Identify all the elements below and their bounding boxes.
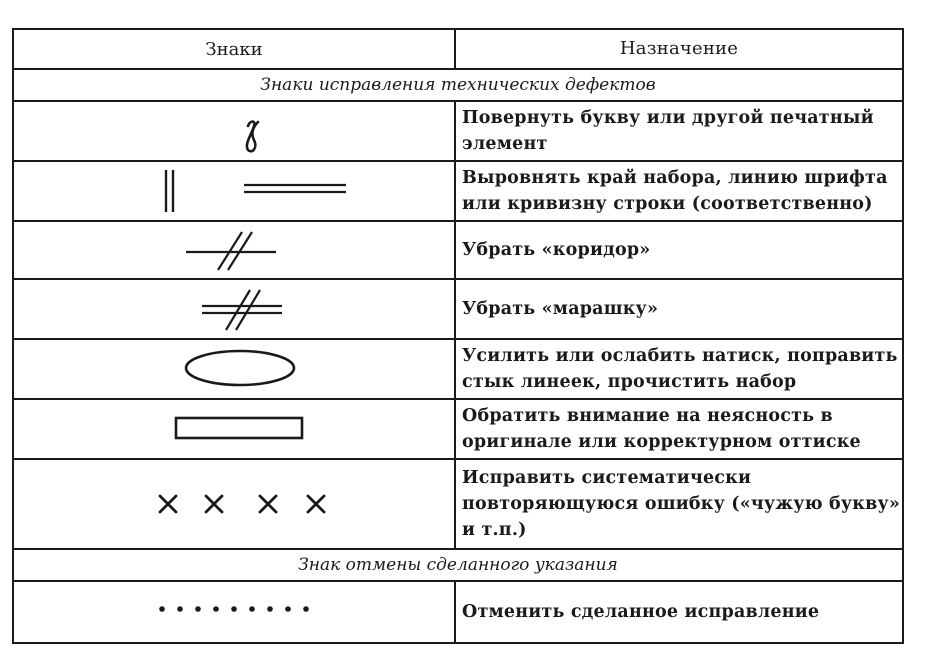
purpose-text: Отменить сделанное исправление xyxy=(462,602,820,622)
table-row xyxy=(14,102,902,162)
purpose-text: Убрать «коридор» xyxy=(462,240,651,260)
mark-cell xyxy=(14,222,456,278)
mark-cell xyxy=(14,280,456,338)
table-header-row xyxy=(14,30,902,70)
purpose-text: Убрать «марашку» xyxy=(462,299,659,319)
remove-smudge-mark-icon xyxy=(14,280,454,338)
mark-cell xyxy=(14,162,456,220)
table-row xyxy=(14,162,902,222)
table-row xyxy=(14,400,902,460)
crosses-mark-icon xyxy=(14,460,454,548)
section-title: Знаки исправления технических дефектов xyxy=(14,70,902,102)
purpose-text: Выровнять край набора, линию шрифта или кривизну строки (соответственно) xyxy=(462,168,888,214)
purpose-text: Обратить внимание на неясность в оригинале или корректурном оттиске xyxy=(462,406,861,452)
mark-cell xyxy=(14,460,456,548)
mark-cell xyxy=(14,400,456,458)
header-signs: Знаки xyxy=(14,30,456,68)
purpose-text: Исправить систематически повторяющуюся ошибку («чужую букву» и т.п.) xyxy=(462,468,901,540)
purpose-text: Усилить или ослабить натиск, поправить стык линеек, прочистить набор xyxy=(462,346,898,392)
table-row xyxy=(14,340,902,400)
table-row xyxy=(14,222,902,280)
rectangle-mark-icon xyxy=(14,400,454,458)
remove-corridor-mark-icon xyxy=(14,222,454,278)
mark-cell xyxy=(14,340,456,398)
proofreading-marks-table xyxy=(12,28,904,644)
header-purpose: Назначение xyxy=(619,38,739,59)
table-row xyxy=(14,460,902,550)
section-title: Знак отмены сделанного указания xyxy=(14,550,902,582)
table-row xyxy=(14,582,902,642)
purpose-text: Повернуть букву или другой печатный элемент xyxy=(462,108,874,154)
table-row xyxy=(14,280,902,340)
mark-cell xyxy=(14,582,456,642)
turn-letter-mark-icon xyxy=(14,102,454,160)
ellipse-mark-icon xyxy=(14,340,454,398)
dotted-line-mark-icon xyxy=(14,582,454,640)
align-edge-and-baseline-marks-icon xyxy=(14,162,454,220)
mark-cell xyxy=(14,102,456,160)
